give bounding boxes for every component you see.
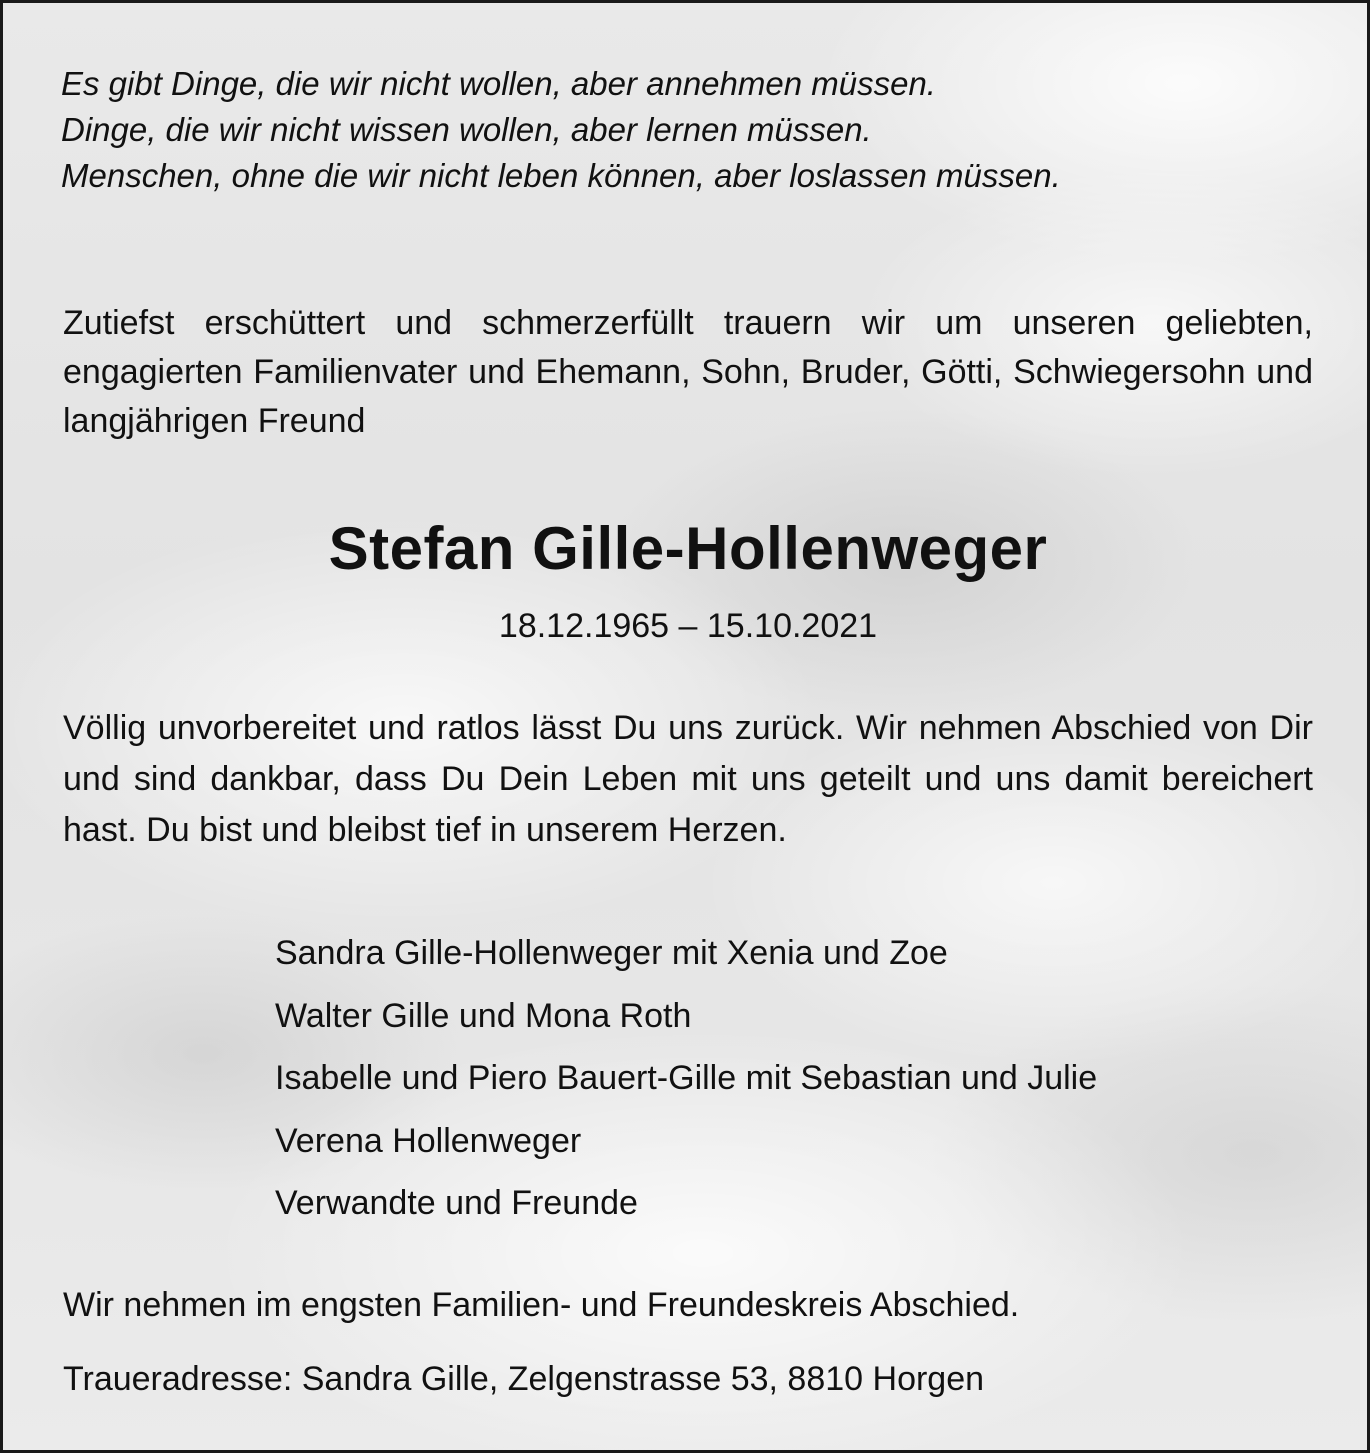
verse-line: Dinge, die wir nicht wissen wollen, aber lernen müssen. bbox=[61, 111, 872, 148]
verse-line: Menschen, ohne die wir nicht leben können, aber loslassen müssen. bbox=[61, 157, 1061, 194]
mourner-entry: Verwandte und Freunde bbox=[275, 1184, 638, 1222]
mourner-entry: Sandra Gille-Hollenweger mit Xenia und Zoe bbox=[275, 934, 948, 972]
farewell-note: Wir nehmen im engsten Familien- und Freundeskreis Abschied. bbox=[63, 1286, 1020, 1324]
intro-paragraph: Zutiefst erschüttert und schmerzerfüllt trauern wir um unseren geliebten, engagierten Familienvater und Ehemann, Sohn, Bruder, Götti, Schwiegersohn und langjährigen Freund bbox=[63, 304, 1313, 440]
mourners-list bbox=[275, 928, 1335, 1241]
mourner-entry: Isabelle und Piero Bauert-Gille mit Sebastian und Julie bbox=[275, 1059, 1098, 1097]
mourner-entry: Walter Gille und Mona Roth bbox=[275, 996, 692, 1035]
message-paragraph: Völlig unvorbereitet und ratlos lässt Du uns zurück. Wir nehmen Abschied von Dir und sind dankbar, dass Du Dein Leben mit uns geteilt und uns damit bereichert hast. Du bist und bleibst tief in unserem Herzen. bbox=[63, 709, 1313, 849]
life-dates: 18.12.1965 – 15.10.2021 bbox=[498, 607, 878, 645]
mourning-address: Traueradresse: Sandra Gille, Zelgenstrasse 53, 8810 Horgen bbox=[63, 1360, 985, 1398]
verse-quote bbox=[61, 61, 1321, 199]
mourner-entry: Verena Hollenweger bbox=[275, 1121, 582, 1160]
verse-line: Es gibt Dinge, die wir nicht wollen, aber annehmen müssen. bbox=[61, 65, 936, 102]
deceased-name: Stefan Gille-Hollenweger bbox=[328, 515, 1048, 582]
